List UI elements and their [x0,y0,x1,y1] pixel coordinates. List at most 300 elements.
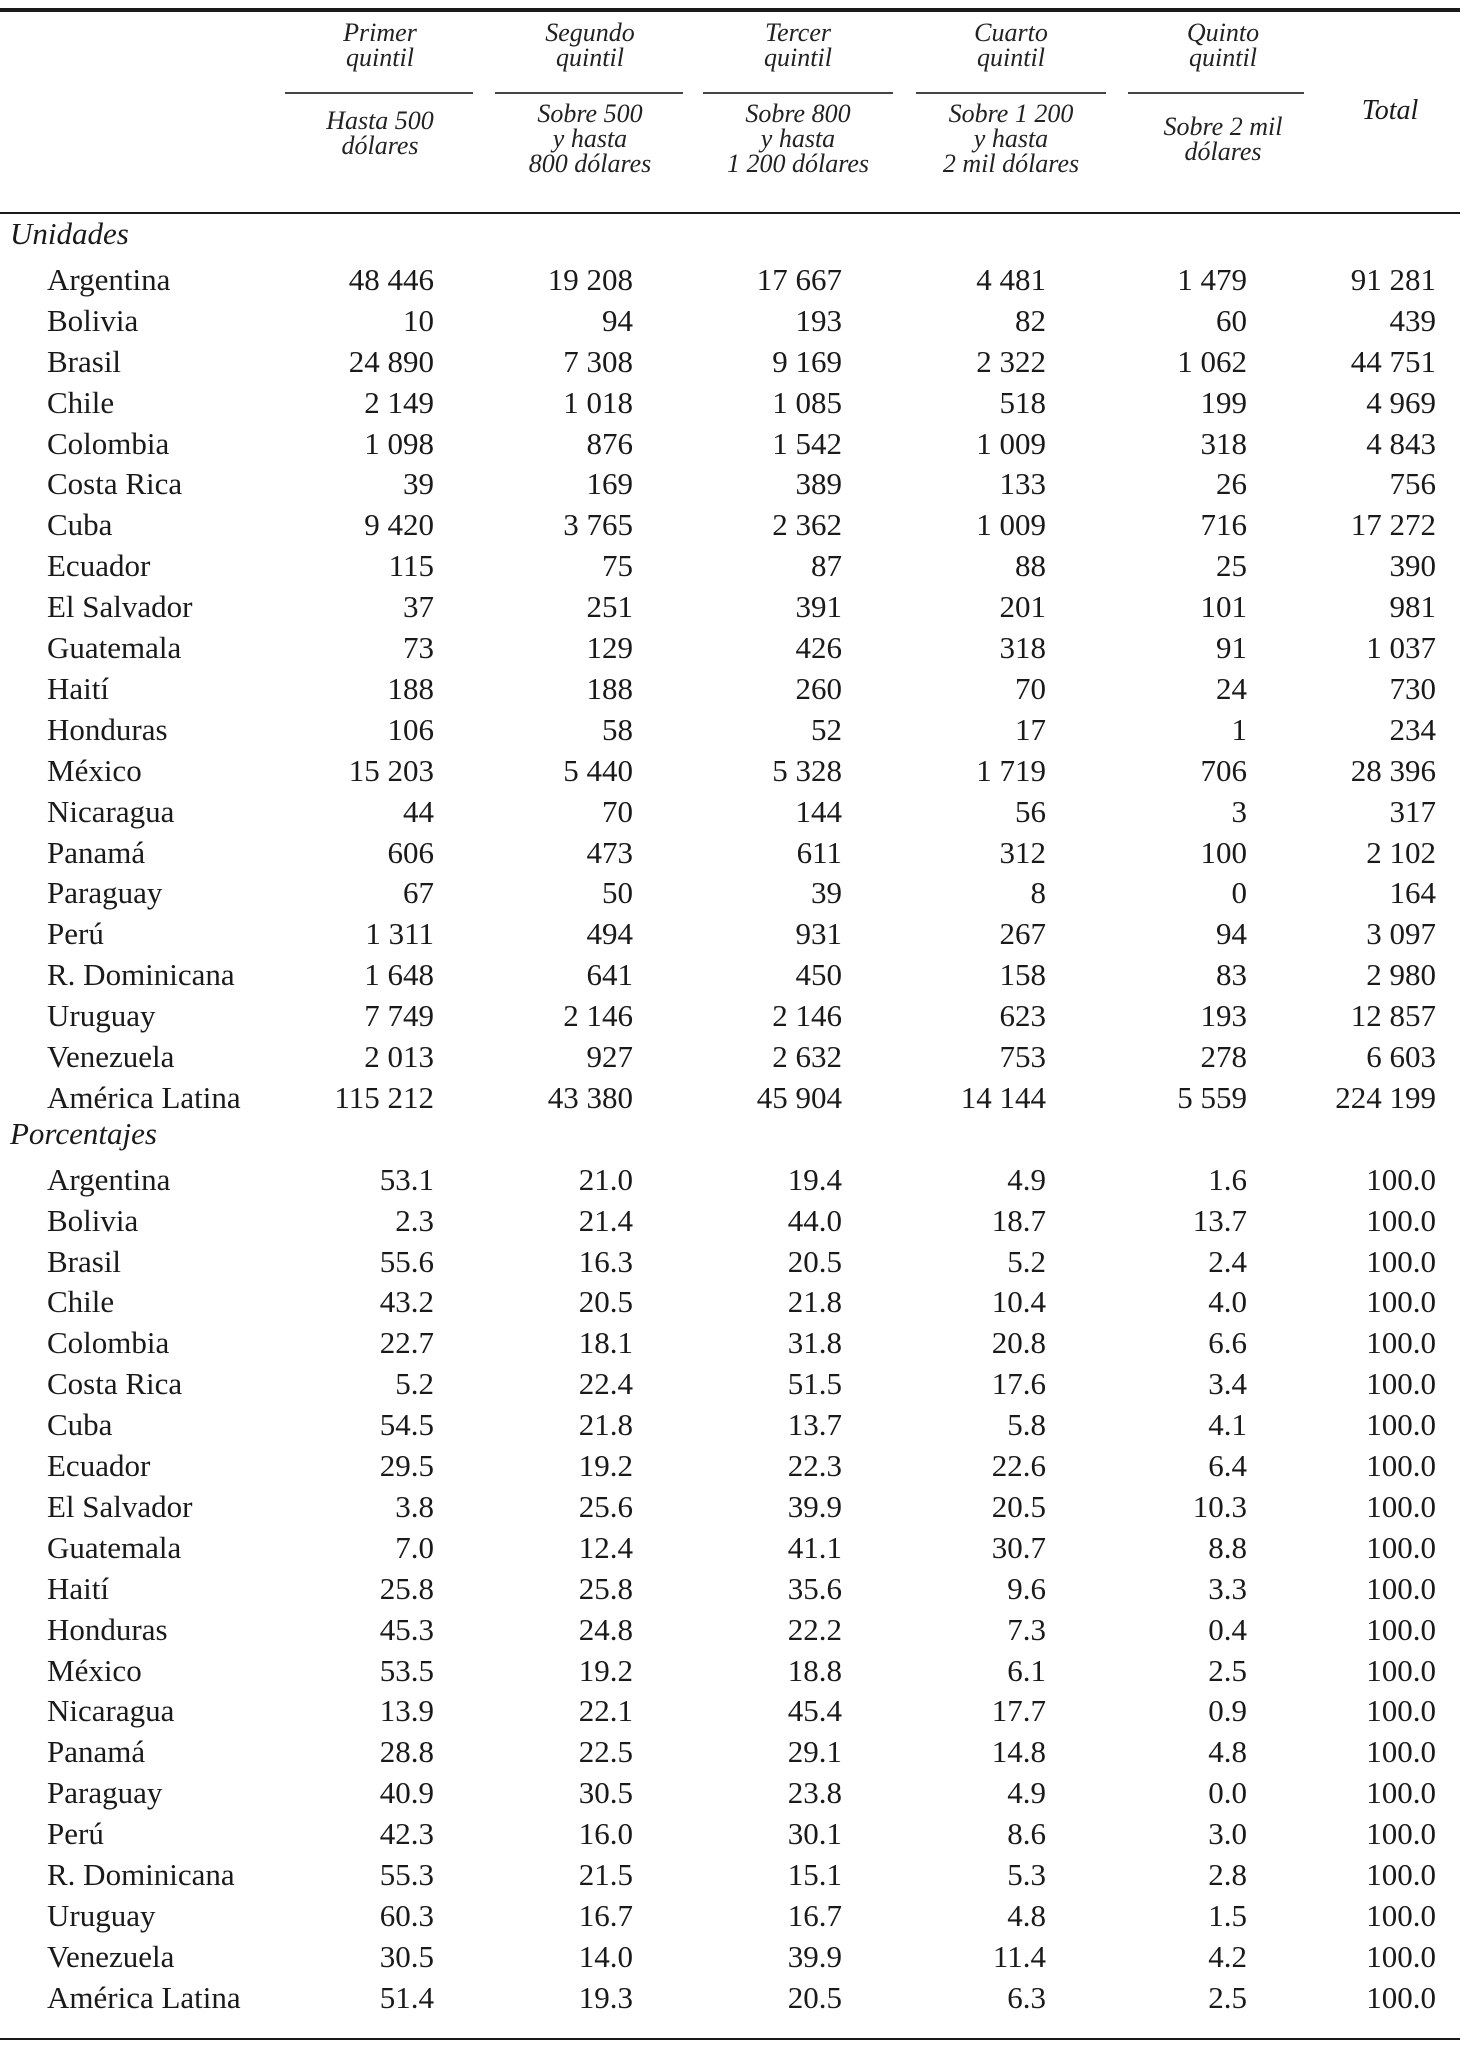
column-subheader-line: Sobre 800 [745,99,851,128]
table-cell: 51.5 [787,1366,842,1402]
table-cell: 100.0 [1366,1488,1436,1524]
table-cell: 100.0 [1366,1857,1436,1892]
table-cell: 13.9 [379,1693,434,1729]
table-cell: 25.8 [379,1570,434,1606]
table-cell: 169 [586,466,633,502]
row-label: Guatemala [47,630,182,665]
row-label: Brasil [47,343,122,379]
column-header-top: Quinto [1186,18,1260,47]
row-label: México [47,1652,142,1688]
table-row [0,463,1465,504]
table-cell: 94 [1216,916,1247,952]
table-cell: 518 [999,384,1046,420]
table-cell: 41.1 [787,1529,842,1565]
table-row [0,1241,1465,1282]
table-cell: 6.6 [1208,1325,1247,1361]
table-cell: 20.5 [991,1488,1046,1524]
row-label: Argentina [47,261,171,297]
row-label: Venezuela [47,1938,175,1974]
table-cell: 164 [1389,875,1436,911]
table-cell: 30.7 [991,1529,1046,1565]
table-cell: 100.0 [1366,1243,1436,1279]
table-cell: 22.7 [379,1325,434,1361]
table-cell: 100.0 [1366,1897,1436,1933]
table-cell: 730 [1389,670,1436,706]
table-cell: 15 203 [348,752,434,788]
table-cell: 82 [1015,302,1046,338]
table-cell: 24.8 [578,1611,633,1647]
table-cell: 44 751 [1350,343,1436,379]
table-cell: 494 [586,916,633,952]
table-cell: 39.9 [787,1488,842,1524]
table-cell: 8.8 [1208,1529,1247,1565]
table-cell: 1 719 [976,752,1046,788]
table-row [0,1200,1465,1241]
table-cell: 21.8 [578,1407,633,1443]
table-cell: 12 857 [1350,998,1436,1034]
table-cell: 52 [811,711,842,747]
table-cell: 426 [795,630,842,665]
table-cell: 2.5 [1208,1652,1247,1688]
table-cell: 11.4 [992,1938,1046,1974]
row-label: Argentina [47,1161,171,1197]
table-cell: 44 [403,793,434,829]
table-cell: 6.4 [1208,1448,1247,1483]
table-cell: 87 [811,548,842,584]
table-row [0,1813,1465,1854]
table-cell: 5 559 [1177,1079,1247,1115]
table-cell: 18.7 [991,1202,1046,1238]
section-title: Unidades [10,216,129,251]
table-cell: 106 [387,711,434,747]
header-underline [495,92,683,94]
table-cell: 24 [1216,670,1247,706]
column-header-top: Cuarto [974,18,1048,47]
table-cell: 0.9 [1208,1693,1247,1729]
column-header-quinto [1128,20,1318,70]
table-row [0,1977,1465,2018]
table-cell: 2 632 [772,1039,842,1074]
row-label: Bolivia [47,1202,139,1238]
table-cell: 201 [999,589,1046,625]
table-cell: 30.5 [379,1938,434,1974]
table-cell: 1.6 [1208,1161,1247,1197]
table-cell: 83 [1216,957,1247,993]
table-cell: 39.9 [787,1938,842,1974]
table-cell: 439 [1389,302,1436,338]
column-subheader-line: Hasta 500 [326,106,434,135]
table-cell: 13.7 [1192,1202,1247,1238]
table-cell: 42.3 [379,1816,434,1852]
table-row [0,1609,1465,1650]
table-cell: 101 [1200,589,1247,625]
table-cell: 389 [795,466,842,502]
table-cell: 278 [1200,1039,1247,1074]
table-cell: 19.2 [578,1652,633,1688]
table-cell: 2.5 [1208,1979,1247,2015]
table-cell: 39 [811,875,842,911]
table-cell: 30.5 [578,1775,633,1811]
table-cell: 25 [1216,548,1247,584]
table-cell: 45.4 [787,1693,842,1729]
table-row [0,995,1465,1036]
table-cell: 30.1 [787,1816,842,1852]
table-cell: 716 [1200,507,1247,543]
row-label: Cuba [47,1407,113,1443]
column-header-tercer [703,20,893,70]
table-cell: 2 322 [976,343,1046,379]
row-label: Guatemala [47,1529,182,1565]
table-cell: 2 980 [1366,957,1436,993]
table-cell: 60 [1216,302,1247,338]
row-label: El Salvador [47,589,193,625]
table-cell: 51.4 [379,1979,434,2015]
table-cell: 3 097 [1366,916,1436,952]
table-row [0,627,1465,668]
table-cell: 100.0 [1366,1775,1436,1811]
table-cell: 641 [586,957,633,993]
table-cell: 45.3 [379,1611,434,1647]
table-row [0,1159,1465,1200]
row-label: Ecuador [47,548,151,584]
table-row [0,1936,1465,1977]
row-label: Costa Rica [47,1366,183,1402]
table-row [0,504,1465,545]
row-label: R. Dominicana [47,957,235,993]
row-label: R. Dominicana [47,1857,235,1892]
table-cell: 43 380 [547,1079,633,1115]
row-label: Venezuela [47,1039,175,1074]
table-cell: 1 311 [365,916,434,952]
table-cell: 8.6 [1007,1816,1046,1852]
table-cell: 13.7 [787,1407,842,1443]
table-cell: 100.0 [1366,1448,1436,1483]
table-row [0,1445,1465,1486]
table-row [0,382,1465,423]
table-cell: 17.7 [991,1693,1046,1729]
table-cell: 43.2 [379,1284,434,1320]
row-label: Nicaragua [47,1693,175,1729]
row-label: Nicaragua [47,793,175,829]
table-cell: 188 [387,670,434,706]
table-cell: 21.4 [578,1202,633,1238]
table-cell: 317 [1389,793,1436,829]
column-subheader-line: Sobre 1 200 [948,99,1074,128]
table-row [0,1077,1465,1118]
table-cell: 2 149 [364,384,434,420]
table-cell: 73 [403,630,434,665]
table-row [0,1650,1465,1691]
table-cell: 44.0 [787,1202,842,1238]
table-cell: 100.0 [1366,1161,1436,1197]
header-bottom-rule [0,212,1460,214]
table-row [0,341,1465,382]
table-cell: 17 272 [1350,507,1436,543]
table-cell: 4.8 [1208,1734,1247,1770]
table-cell: 5.2 [395,1366,434,1402]
table-cell: 21.0 [578,1161,633,1197]
table-cell: 16.0 [578,1816,633,1852]
table-cell: 25.6 [578,1488,633,1524]
column-header-top: quintil [977,43,1045,72]
table-cell: 21.5 [578,1857,633,1892]
row-label: Ecuador [47,1448,151,1483]
row-label: Paraguay [47,1775,163,1811]
table-row [0,259,1465,300]
table-cell: 318 [1200,425,1247,461]
header-underline [285,92,473,94]
table-cell: 70 [1015,670,1046,706]
table-cell: 199 [1200,384,1247,420]
table-row [0,300,1465,341]
table-row [0,1322,1465,1363]
column-header-top: Segundo [545,18,635,47]
row-label: Bolivia [47,302,139,338]
table-cell: 224 199 [1335,1079,1436,1115]
table-cell: 19 208 [547,261,633,297]
table-cell: 8 [1030,875,1046,911]
table-cell: 390 [1389,548,1436,584]
table-row [0,954,1465,995]
column-subheader-line: y hasta [973,124,1049,153]
table-cell: 17.6 [991,1366,1046,1402]
table-cell: 58 [602,711,633,747]
top-rule [0,8,1460,12]
table-cell: 0 [1231,875,1247,911]
table-cell: 1 062 [1177,343,1247,379]
table-cell: 100.0 [1366,1652,1436,1688]
table-cell: 100 [1200,834,1247,870]
table-cell: 9 169 [772,343,842,379]
table-cell: 4.8 [1007,1897,1046,1933]
section-title: Porcentajes [10,1115,157,1151]
table-row [0,750,1465,791]
column-subheader-line: dólares [1184,137,1262,166]
row-label: América Latina [47,1079,241,1115]
table-cell: 20.5 [578,1284,633,1320]
table-cell: 2.3 [395,1202,434,1238]
table-cell: 981 [1389,589,1436,625]
table-cell: 53.5 [379,1652,434,1688]
table-cell: 1 542 [772,425,842,461]
table-cell: 55.3 [379,1857,434,1892]
column-subheader-quinto [1128,114,1318,164]
column-subheader-cuarto [916,101,1106,176]
table-cell: 450 [795,957,842,993]
row-label: México [47,752,142,788]
table-cell: 2.4 [1208,1243,1247,1279]
table-row [0,791,1465,832]
row-label: Haití [47,670,109,706]
table-cell: 100.0 [1366,1938,1436,1974]
table-cell: 2 146 [772,998,842,1034]
table-cell: 3 [1231,793,1247,829]
table-cell: 312 [999,834,1046,870]
table-row [0,1404,1465,1445]
table-row [0,913,1465,954]
table-cell: 4.2 [1208,1938,1247,1974]
table-cell: 606 [387,834,434,870]
table-cell: 21.8 [787,1284,842,1320]
table-cell: 2.8 [1208,1857,1247,1892]
header-underline [916,92,1106,94]
table-cell: 17 [1015,711,1046,747]
table-cell: 2 146 [563,998,633,1034]
table-cell: 39 [403,466,434,502]
table-cell: 193 [795,302,842,338]
table-cell: 28.8 [379,1734,434,1770]
table-cell: 129 [586,630,633,665]
table-row [0,1854,1465,1895]
table-cell: 5 328 [772,752,842,788]
table-cell: 3 765 [563,507,633,543]
table-cell: 5.8 [1007,1407,1046,1443]
table-cell: 100.0 [1366,1693,1436,1729]
table-cell: 40.9 [379,1775,434,1811]
column-header-top: quintil [556,43,624,72]
row-label: El Salvador [47,1488,193,1524]
table-cell: 100.0 [1366,1734,1436,1770]
header-underline [1128,92,1304,94]
column-subheader-line: 800 dólares [528,149,652,178]
table-cell: 19.2 [578,1448,633,1483]
table-row [0,1772,1465,1813]
table-cell: 623 [999,998,1046,1034]
column-header-primer [285,20,475,70]
table-cell: 100.0 [1366,1611,1436,1647]
table-cell: 3.4 [1208,1366,1247,1402]
table-cell: 67 [403,875,434,911]
table-cell: 22.3 [787,1448,842,1483]
table-row [0,668,1465,709]
table-cell: 70 [602,793,633,829]
column-subheader-primer [285,108,475,158]
table-cell: 193 [1200,998,1247,1034]
table-cell: 100.0 [1366,1366,1436,1402]
table-cell: 7.3 [1007,1611,1046,1647]
column-subheader-line: dólares [341,131,419,160]
column-header-segundo [495,20,685,70]
table-cell: 14.0 [578,1938,633,1974]
table-row [0,1527,1465,1568]
table-row [0,872,1465,913]
table-cell: 37 [403,589,434,625]
table-cell: 5.2 [1007,1243,1046,1279]
table-row [0,709,1465,750]
table-cell: 26 [1216,466,1247,502]
table-cell: 17 667 [756,261,842,297]
table-cell: 611 [796,834,842,870]
table-cell: 94 [602,302,633,338]
row-label: Colombia [47,1325,170,1361]
table-cell: 22.5 [578,1734,633,1770]
table-cell: 100.0 [1366,1979,1436,2015]
table-row [0,1363,1465,1404]
column-subheader-segundo [495,101,685,176]
column-header-total: Total [1361,95,1419,126]
table-cell: 22.2 [787,1611,842,1647]
table-cell: 4.0 [1208,1284,1247,1320]
table-cell: 2 102 [1366,834,1436,870]
table-cell: 35.6 [787,1570,842,1606]
row-label: Perú [47,916,104,952]
table-row [0,423,1465,464]
table-cell: 267 [999,916,1046,952]
row-label: Haití [47,1570,109,1606]
table-cell: 1 085 [772,384,842,420]
table-cell: 3.8 [395,1488,434,1524]
table-row [0,1486,1465,1527]
column-subheader-line: Sobre 500 [537,99,643,128]
table-cell: 88 [1015,548,1046,584]
table-cell: 7.0 [395,1529,434,1565]
table-cell: 10.4 [991,1284,1046,1320]
table-cell: 6 603 [1366,1039,1436,1074]
table-cell: 5.3 [1007,1857,1046,1892]
table-cell: 16.7 [578,1897,633,1933]
table-row [0,586,1465,627]
table-cell: 1 [1231,711,1247,747]
header-underline [703,92,893,94]
table-cell: 20.8 [991,1325,1046,1361]
row-label: Honduras [47,711,168,747]
table-cell: 4.9 [1007,1775,1046,1811]
table-cell: 234 [1389,711,1436,747]
table-cell: 6.1 [1007,1652,1046,1688]
table-cell: 100.0 [1366,1325,1436,1361]
table-cell: 2 013 [364,1039,434,1074]
table-cell: 1 479 [1177,261,1247,297]
row-label: Uruguay [47,1897,156,1933]
table-cell: 7 308 [563,343,633,379]
table-row [0,1281,1465,1322]
table-cell: 19.3 [578,1979,633,2015]
table-cell: 1 648 [364,957,434,993]
table-cell: 115 [388,548,434,584]
table-cell: 54.5 [379,1407,434,1443]
table-cell: 25.8 [578,1570,633,1606]
column-header-top: quintil [346,43,414,72]
table-cell: 22.6 [991,1448,1046,1483]
table-cell: 100.0 [1366,1284,1436,1320]
table-cell: 29.1 [787,1734,842,1770]
table-cell: 18.8 [787,1652,842,1688]
table-row [0,1731,1465,1772]
row-label: Panamá [47,834,146,870]
table-cell: 12.4 [578,1529,633,1565]
table-cell: 10.3 [1192,1488,1247,1524]
table-cell: 22.1 [578,1693,633,1729]
table-cell: 100.0 [1366,1202,1436,1238]
table-cell: 22.4 [578,1366,633,1402]
row-label: América Latina [47,1979,241,2015]
table-cell: 48 446 [348,261,434,297]
table-cell: 876 [586,425,633,461]
bottom-rule [0,2038,1460,2040]
table-cell: 16.3 [578,1243,633,1279]
table-cell: 756 [1389,466,1436,502]
row-label: Cuba [47,507,113,543]
column-subheader-line: Sobre 2 mil [1163,112,1283,141]
table-cell: 0.4 [1208,1611,1247,1647]
table-cell: 24 890 [348,343,434,379]
column-subheader-line: 1 200 dólares [726,149,870,178]
table-cell: 753 [999,1039,1046,1074]
table-cell: 706 [1200,752,1247,788]
table-cell: 50 [602,875,633,911]
table-cell: 100.0 [1366,1570,1436,1606]
table-cell: 158 [999,957,1046,993]
